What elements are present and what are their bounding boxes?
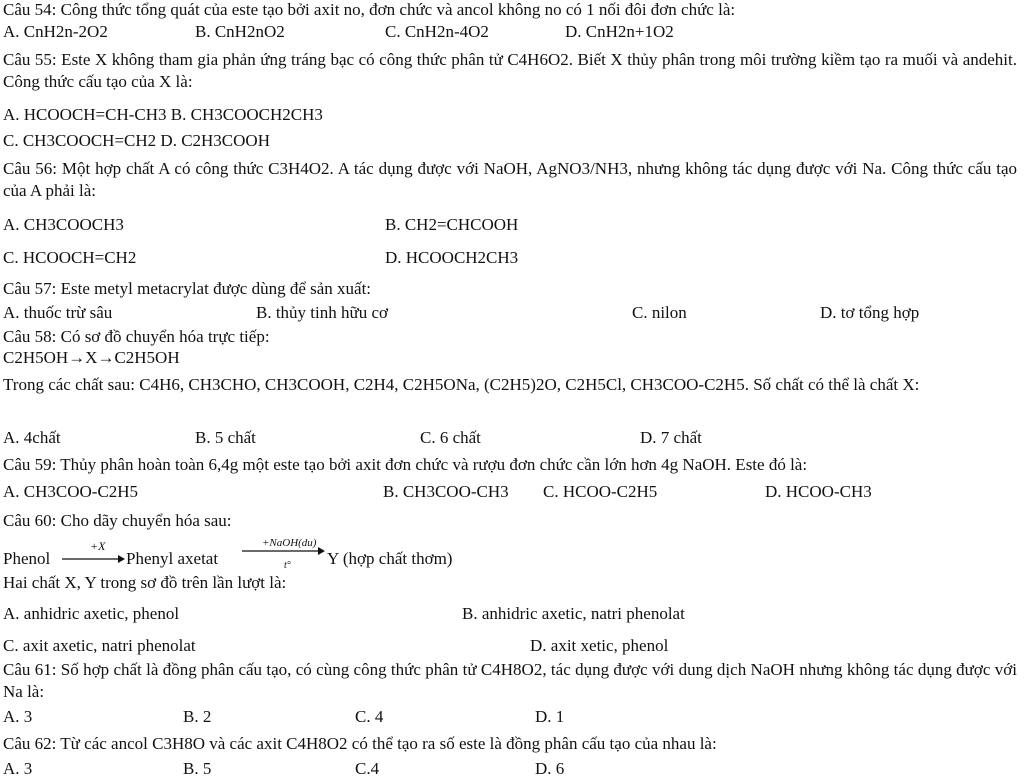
q60-option-b: B. anhidric axetic, natri phenolat [462, 604, 685, 623]
q61-option-a: A. 3 [3, 707, 33, 726]
q58-option-c: C. 6 chất [420, 428, 481, 447]
q60-question: Hai chất X, Y trong sơ đồ trên lần lượt là: [3, 573, 287, 592]
q58-substance-list: Trong các chất sau: C4H6, CH3CHO, CH3COOH, C2H4, C2H5ONa, (C2H5)2O, C2H5Cl, CH3COO-C2H5. Số chất có thể là chất X: [3, 375, 920, 394]
q60-option-d: D. axit xetic, phenol [530, 636, 669, 655]
question-54-stem: Câu 54: Công thức tổng quát của este tạo bởi axit no, đơn chức và ancol không no có 1 nối đôi đơn chức là: [3, 0, 736, 19]
q62-option-d: D. 6 [535, 759, 565, 778]
q54-option-a: A. CnH2n-2O2 [3, 22, 108, 41]
phenol-label: Phenol [3, 549, 51, 568]
q56-option-c: C. HCOOCH=CH2 [3, 248, 137, 267]
arrow-2-icon [240, 544, 326, 558]
q58-option-d: D. 7 chất [640, 428, 702, 447]
q61-option-b: B. 2 [183, 707, 212, 726]
q56-option-b: B. CH2=CHCOOH [385, 215, 519, 234]
q62-option-c: C.4 [355, 759, 380, 778]
q57-option-d: D. tơ tổng hợp [820, 303, 920, 322]
reagent-naoh-label: +NaOH(du) [262, 537, 317, 549]
q54-option-c: C. CnH2n-4O2 [385, 22, 489, 41]
q59-option-c: C. HCOO-C2H5 [543, 482, 658, 501]
q60-option-c: C. axit axetic, natri phenolat [3, 636, 196, 655]
q59-option-b: B. CH3COO-CH3 [383, 482, 509, 501]
question-62-stem: Câu 62: Từ các ancol C3H8O và các axit C4H8O2 có thể tạo ra số este là đồng phân cấu tạo của nhau là: [3, 734, 717, 753]
q58-option-a: A. 4chất [3, 428, 61, 447]
product-y-label: Y (hợp chất thơm) [327, 549, 453, 568]
q61-option-c: C. 4 [355, 707, 384, 726]
q54-option-b: B. CnH2nO2 [195, 22, 285, 41]
q62-option-b: B. 5 [183, 759, 212, 778]
q54-option-d: D. CnH2n+1O2 [565, 22, 674, 41]
question-60-stem: Câu 60: Cho dãy chuyển hóa sau: [3, 511, 232, 530]
q57-option-b: B. thủy tinh hữu cơ [256, 303, 389, 322]
question-61-stem: Câu 61: Số hợp chất là đồng phân cấu tạo, có cùng công thức phân tử C4H8O2, tác dụng được với dung dịch NaOH nhưng không tác dụng được với Na là: [3, 660, 1017, 701]
q59-option-a: A. CH3COO-C2H5 [3, 482, 139, 501]
question-58-stem: Câu 58: Có sơ đồ chuyển hóa trực tiếp: [3, 327, 270, 346]
question-56-stem: Câu 56: Một hợp chất A có công thức C3H4O2. A tác dụng được với NaOH, AgNO3/NH3, nhưng không tác dụng được với Na. Công thức cấu tạo của A phải là: [3, 159, 1017, 200]
q59-option-d: D. HCOO-CH3 [765, 482, 872, 501]
q57-option-c: C. nilon [632, 303, 687, 322]
question-57-stem: Câu 57: Este metyl metacrylat được dùng để sản xuất: [3, 279, 372, 298]
q57-option-a: A. thuốc trừ sâu [3, 303, 113, 322]
phenyl-acetate-label: Phenyl axetat [126, 549, 219, 568]
q58-option-b: B. 5 chất [195, 428, 256, 447]
q62-option-a: A. 3 [3, 759, 33, 778]
heat-condition-label: t° [284, 560, 291, 571]
q56-option-a: A. CH3COOCH3 [3, 215, 124, 234]
q55-options-cd: C. CH3COOCH=CH2 D. C2H3COOH [3, 131, 270, 150]
q61-option-d: D. 1 [535, 707, 565, 726]
reagent-x-label: +X [90, 539, 106, 553]
q60-option-a: A. anhidric axetic, phenol [3, 604, 180, 623]
q58-scheme: C2H5OH→X→C2H5OH [3, 348, 180, 367]
q55-options-ab: A. HCOOCH=CH-CH3 B. CH3COOCH2CH3 [3, 105, 323, 124]
question-55-stem: Câu 55: Este X không tham gia phản ứng tráng bạc có công thức phân tử C4H6O2. Biết X thủy phân trong môi trường kiềm tạo ra muối và andehit. Công thức cấu tạo của X là: [3, 50, 1017, 91]
question-59-stem: Câu 59: Thủy phân hoàn toàn 6,4g một este tạo bởi axit đơn chức và rượu đơn chức cần lớn hơn 4g NaOH. Este đó là: [3, 455, 808, 474]
arrow-1-icon [60, 552, 126, 566]
q56-option-d: D. HCOOCH2CH3 [385, 248, 519, 267]
